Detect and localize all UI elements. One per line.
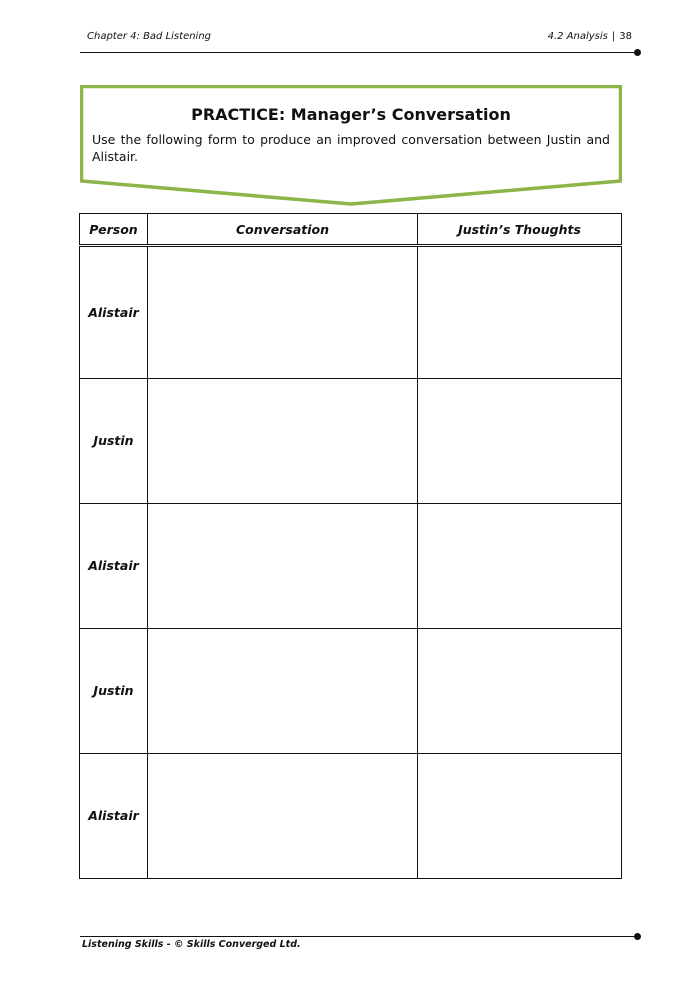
person-cell: Alistair	[80, 753, 148, 878]
banner-instruction: Use the following form to produce an improved conversation between Justin and Alistair.	[92, 132, 610, 164]
chapter-title: Chapter 4: Bad Listening	[87, 31, 212, 42]
thoughts-cell[interactable]	[418, 503, 622, 628]
practice-banner	[80, 85, 622, 207]
table-row	[80, 246, 622, 379]
header-rule	[80, 52, 637, 53]
table-row	[80, 753, 622, 878]
footer-text: Listening Skills - © Skills Converged Ltd.	[82, 939, 301, 950]
section-page-label	[548, 31, 632, 42]
person-cell: Alistair	[80, 503, 148, 628]
conversation-cell[interactable]	[148, 378, 418, 503]
banner-title: PRACTICE: Manager’s Conversation	[191, 105, 511, 124]
column-header-person: Person	[80, 214, 148, 246]
page-number: 38	[619, 31, 632, 42]
conversation-cell[interactable]	[148, 753, 418, 878]
footer-rule	[80, 936, 637, 937]
conversation-cell[interactable]	[148, 246, 418, 379]
header-separator: |	[611, 31, 616, 42]
footer-rule-dot	[634, 933, 641, 940]
section-title: 4.2 Analysis	[547, 31, 608, 42]
conversation-form-table	[79, 213, 622, 879]
table-row	[80, 628, 622, 753]
person-cell: Justin	[80, 378, 148, 503]
table-header-row	[80, 214, 622, 246]
conversation-cell[interactable]	[148, 503, 418, 628]
table-row	[80, 503, 622, 628]
thoughts-cell[interactable]	[418, 246, 622, 379]
thoughts-cell[interactable]	[418, 378, 622, 503]
table-row	[80, 378, 622, 503]
column-header-thoughts: Justin’s Thoughts	[418, 214, 622, 246]
person-cell: Justin	[80, 628, 148, 753]
thoughts-cell[interactable]	[418, 628, 622, 753]
person-cell: Alistair	[80, 246, 148, 379]
conversation-cell[interactable]	[148, 628, 418, 753]
column-header-conversation: Conversation	[148, 214, 418, 246]
thoughts-cell[interactable]	[418, 753, 622, 878]
header-rule-dot	[634, 49, 641, 56]
